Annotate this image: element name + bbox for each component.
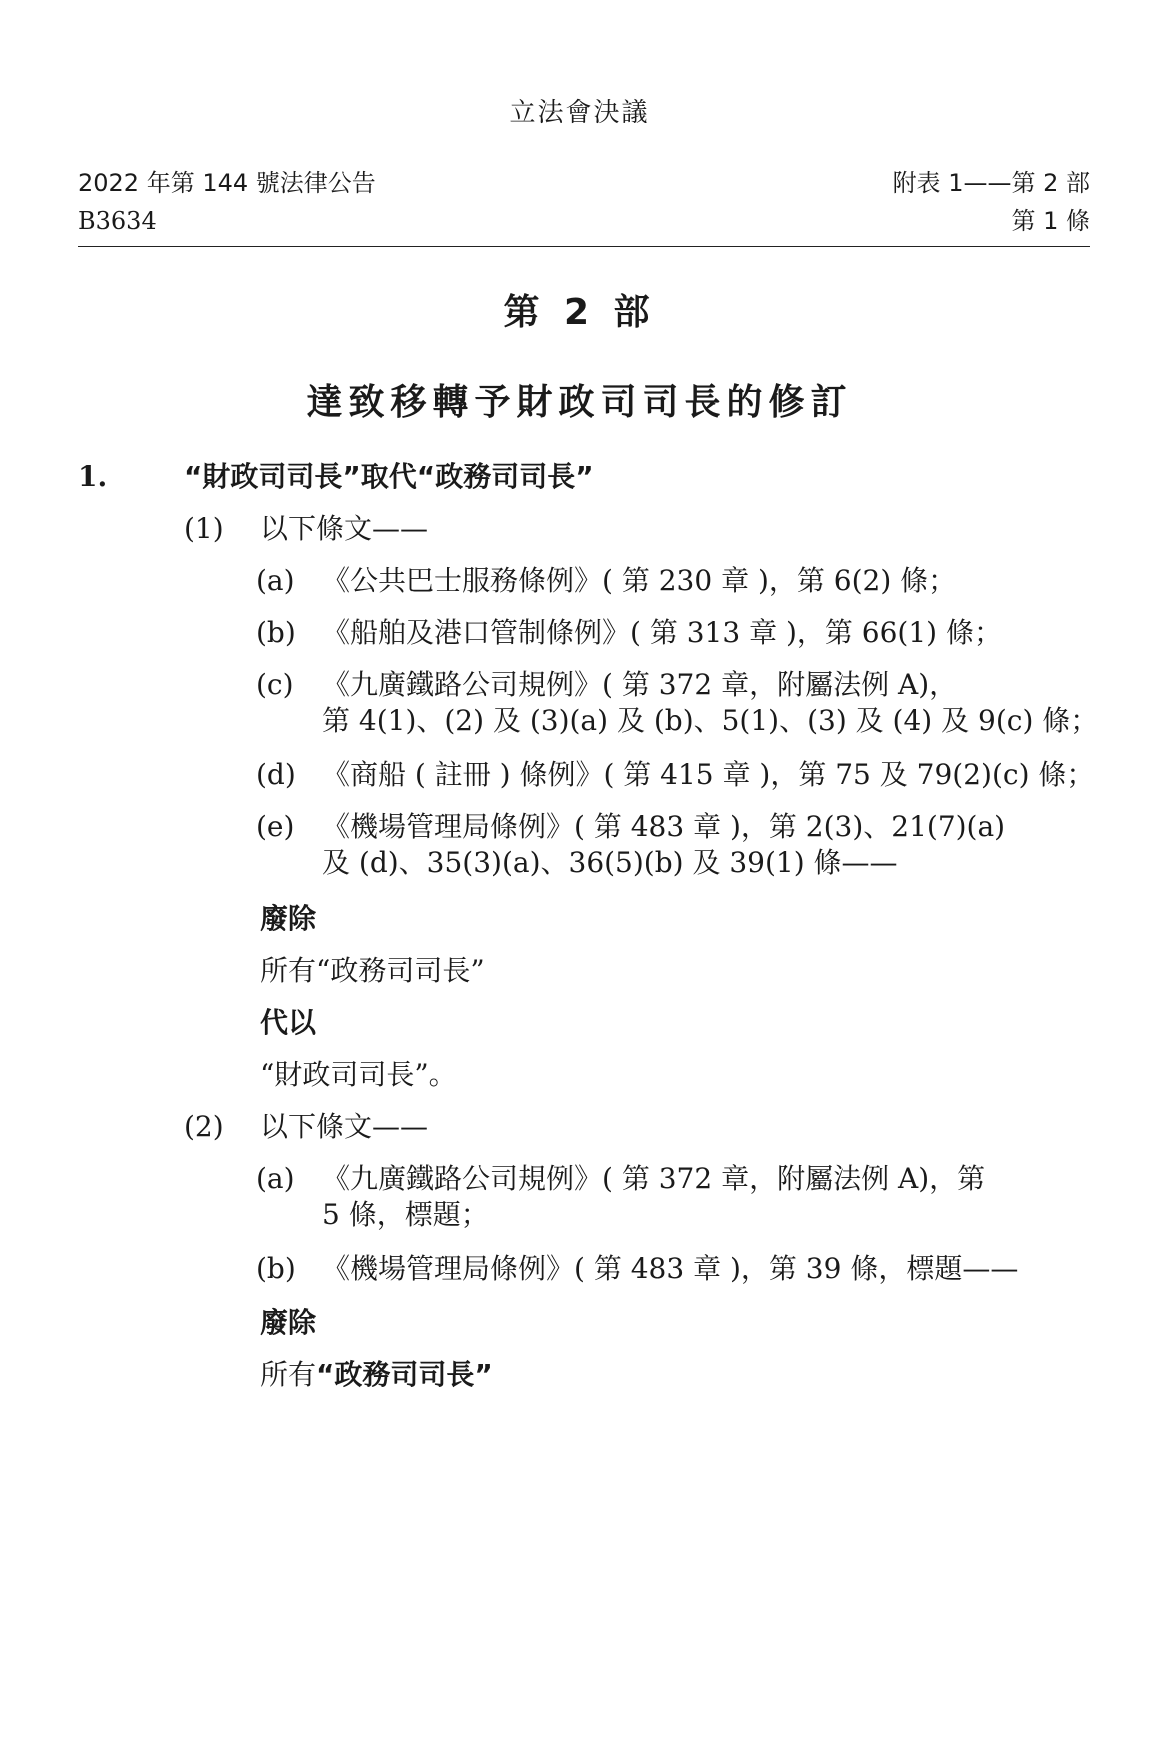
- item-label: (a): [256, 564, 295, 597]
- part-heading: 達致移轉予財政司司長的修訂: [306, 382, 853, 423]
- subsection-intro: 以下條文——: [260, 1110, 429, 1143]
- item-label: (a): [256, 1162, 295, 1195]
- item-label: (d): [256, 758, 296, 791]
- item-label: (b): [256, 616, 296, 649]
- item-label: (e): [256, 810, 295, 843]
- schedule-part: 附表 1——第 2 部: [892, 169, 1090, 197]
- item-text: 《機場管理局條例》( 第 483 章 )，第 39 條，標題——: [322, 1252, 1019, 1285]
- page-code: B3634: [78, 207, 157, 235]
- running-head: 立法會決議: [509, 98, 650, 128]
- item-text-continued: 第 4(1)、(2) 及 (3)(a) 及 (b)、5(1)、(3) 及 (4) 及 9(c) 條；: [322, 704, 1099, 737]
- subsection-label: (2): [184, 1110, 224, 1143]
- repeal-label: 廢除: [260, 1306, 317, 1339]
- item-text: 《九廣鐵路公司規例》( 第 372 章，附屬法例 A)，: [322, 668, 958, 701]
- item-text: 《公共巴士服務條例》( 第 230 章 )，第 6(2) 條；: [322, 564, 957, 597]
- item-text: 《機場管理局條例》( 第 483 章 )，第 2(3)、21(7)(a): [322, 810, 1006, 843]
- section-heading: “財政司司長”取代“政務司司長”: [184, 460, 594, 493]
- repeal-text-prefix: 所有: [260, 1358, 317, 1391]
- repeal-text-emphasis: “政務司司長”: [316, 1358, 493, 1391]
- item-text: 《船舶及港口管制條例》( 第 313 章 )，第 66(1) 條；: [322, 616, 1002, 649]
- notice-number: 2022 年第 144 號法律公告: [78, 169, 376, 197]
- substitute-text: “財政司司長”。: [260, 1058, 457, 1091]
- substitute-label: 代以: [260, 1006, 317, 1039]
- subsection-intro: 以下條文——: [260, 512, 429, 545]
- item-text-continued: 及 (d)、35(3)(a)、36(5)(b) 及 39(1) 條——: [322, 846, 898, 879]
- item-text: 《商船 ( 註冊 ) 條例》( 第 415 章 )，第 75 及 79(2)(c) 條；: [322, 758, 1095, 791]
- section-ref: 第 1 條: [1011, 207, 1090, 235]
- item-label: (c): [256, 668, 294, 701]
- subsection-label: (1): [184, 512, 224, 545]
- part-title: 第 2 部: [503, 292, 656, 333]
- repeal-label: 廢除: [260, 902, 317, 935]
- section-number: 1.: [78, 460, 108, 493]
- repeal-text: 所有“政務司司長”: [260, 954, 485, 987]
- item-text-continued: 5 條，標題；: [322, 1198, 489, 1231]
- item-text: 《九廣鐵路公司規例》( 第 372 章，附屬法例 A)，第: [322, 1162, 986, 1195]
- header-rule: [78, 246, 1090, 247]
- item-label: (b): [256, 1252, 296, 1285]
- repeal-text: [260, 1356, 493, 1394]
